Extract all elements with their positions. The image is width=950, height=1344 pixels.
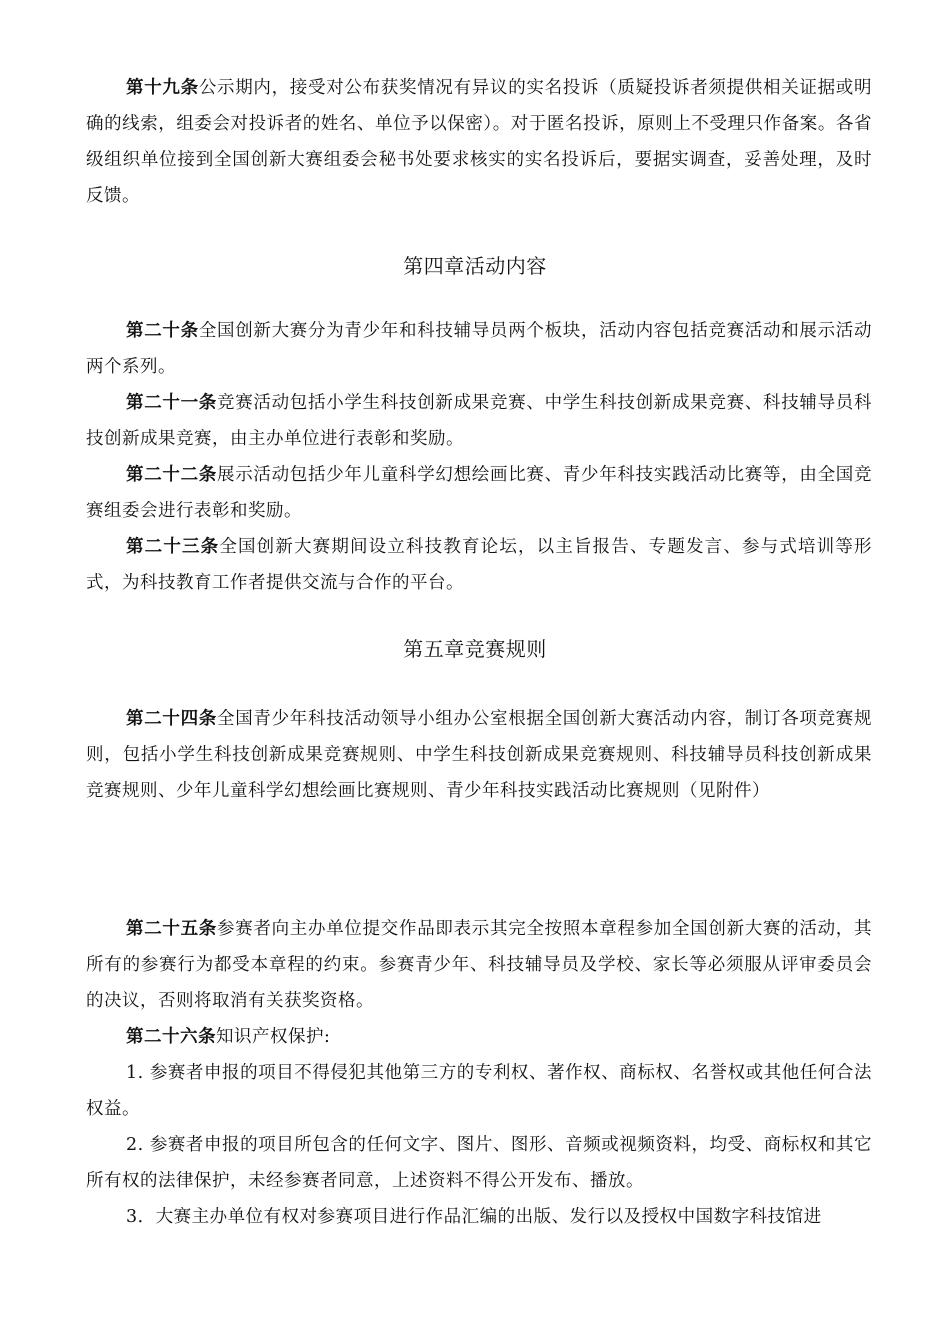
article-24-text: 全国青少年科技活动领导小组办公室根据全国创新大赛活动内容，制订各项竞赛规则，包括小学生科技创新成果竞赛规则、中学生科技创新成果竞赛规则、科技辅导员科技创新成果竞赛规则、少年儿童科学幻想绘画比赛规则、青少年科技实践活动比赛规则（见附件） — [86, 709, 872, 801]
article-25 — [86, 911, 872, 1019]
chapter-5-title: 第五章竞赛规则 — [403, 637, 547, 661]
article-20-label: 第二十条 — [126, 321, 199, 341]
list-item-3: 3．大赛主办单位有权对参赛项目进行作品汇编的出版、发行以及授权中国数字科技馆进 — [126, 1207, 822, 1227]
article-19 — [86, 70, 872, 214]
article-21-label: 第二十一条 — [126, 393, 217, 413]
article-23 — [86, 529, 872, 601]
article-26-text: 知识产权保护: — [216, 1027, 331, 1047]
article-26 — [86, 1019, 872, 1055]
article-24-label: 第二十四条 — [126, 709, 217, 729]
article-20-text: 全国创新大赛分为青少年和科技辅导员两个板块，活动内容包括竞赛活动和展示活动两个系列。 — [86, 321, 873, 377]
article-25-text: 参赛者向主办单位提交作品即表示其完全按照本章程参加全国创新大赛的活动，其所有的参赛行为都受本章程的约束。参赛青少年、科技辅导员及学校、家长等必须服从评审委员会的决议，否则将取消有关获奖资格。 — [86, 919, 872, 1011]
article-26-label: 第二十六条 — [126, 1027, 216, 1047]
article-23-text: 全国创新大赛期间设立科技教育论坛，以主旨报告、专题发言、参与式培训等形式，为科技教育工作者提供交流与合作的平台。 — [86, 537, 873, 593]
article-22-label: 第二十二条 — [126, 465, 217, 485]
article-20 — [86, 313, 872, 385]
article-21 — [86, 385, 872, 457]
article-25-label: 第二十五条 — [126, 919, 217, 939]
list-item-1: 1. 参赛者申报的项目不得侵犯其他第三方的专利权、著作权、商标权、名誉权或其他任何合法权益。 — [86, 1063, 872, 1119]
article-22 — [86, 457, 872, 529]
article-19-text: 公示期内，接受对公布获奖情况有异议的实名投诉（质疑投诉者须提供相关证据或明确的线索，组委会对投诉者的姓名、单位予以保密）。对于匿名投诉，原则上不受理只作备案。各省级组织单位接到全国创新大赛组委会秘书处要求核实的实名投诉后，要据实调查，妥善处理，及时反馈。 — [86, 78, 873, 206]
list-item-2: 2. 参赛者申报的项目所包含的任何文字、图片、图形、音频或视频资料，均受、商标权和其它所有权的法律保护，未经参赛者同意，上述资料不得公开发布、播放。 — [86, 1135, 872, 1191]
article-23-label: 第二十三条 — [126, 537, 220, 557]
article-21-text: 竞赛活动包括小学生科技创新成果竞赛、中学生科技创新成果竞赛、科技辅导员科技创新成果竞赛，由主办单位进行表彰和奖励。 — [86, 393, 872, 449]
article-24 — [86, 701, 872, 809]
article-19-label: 第十九条 — [126, 78, 199, 98]
article-22-text: 展示活动包括少年儿童科学幻想绘画比赛、青少年科技实践活动比赛等，由全国竞赛组委会进行表彰和奖励。 — [86, 465, 872, 521]
chapter-4-title: 第四章活动内容 — [403, 254, 547, 278]
